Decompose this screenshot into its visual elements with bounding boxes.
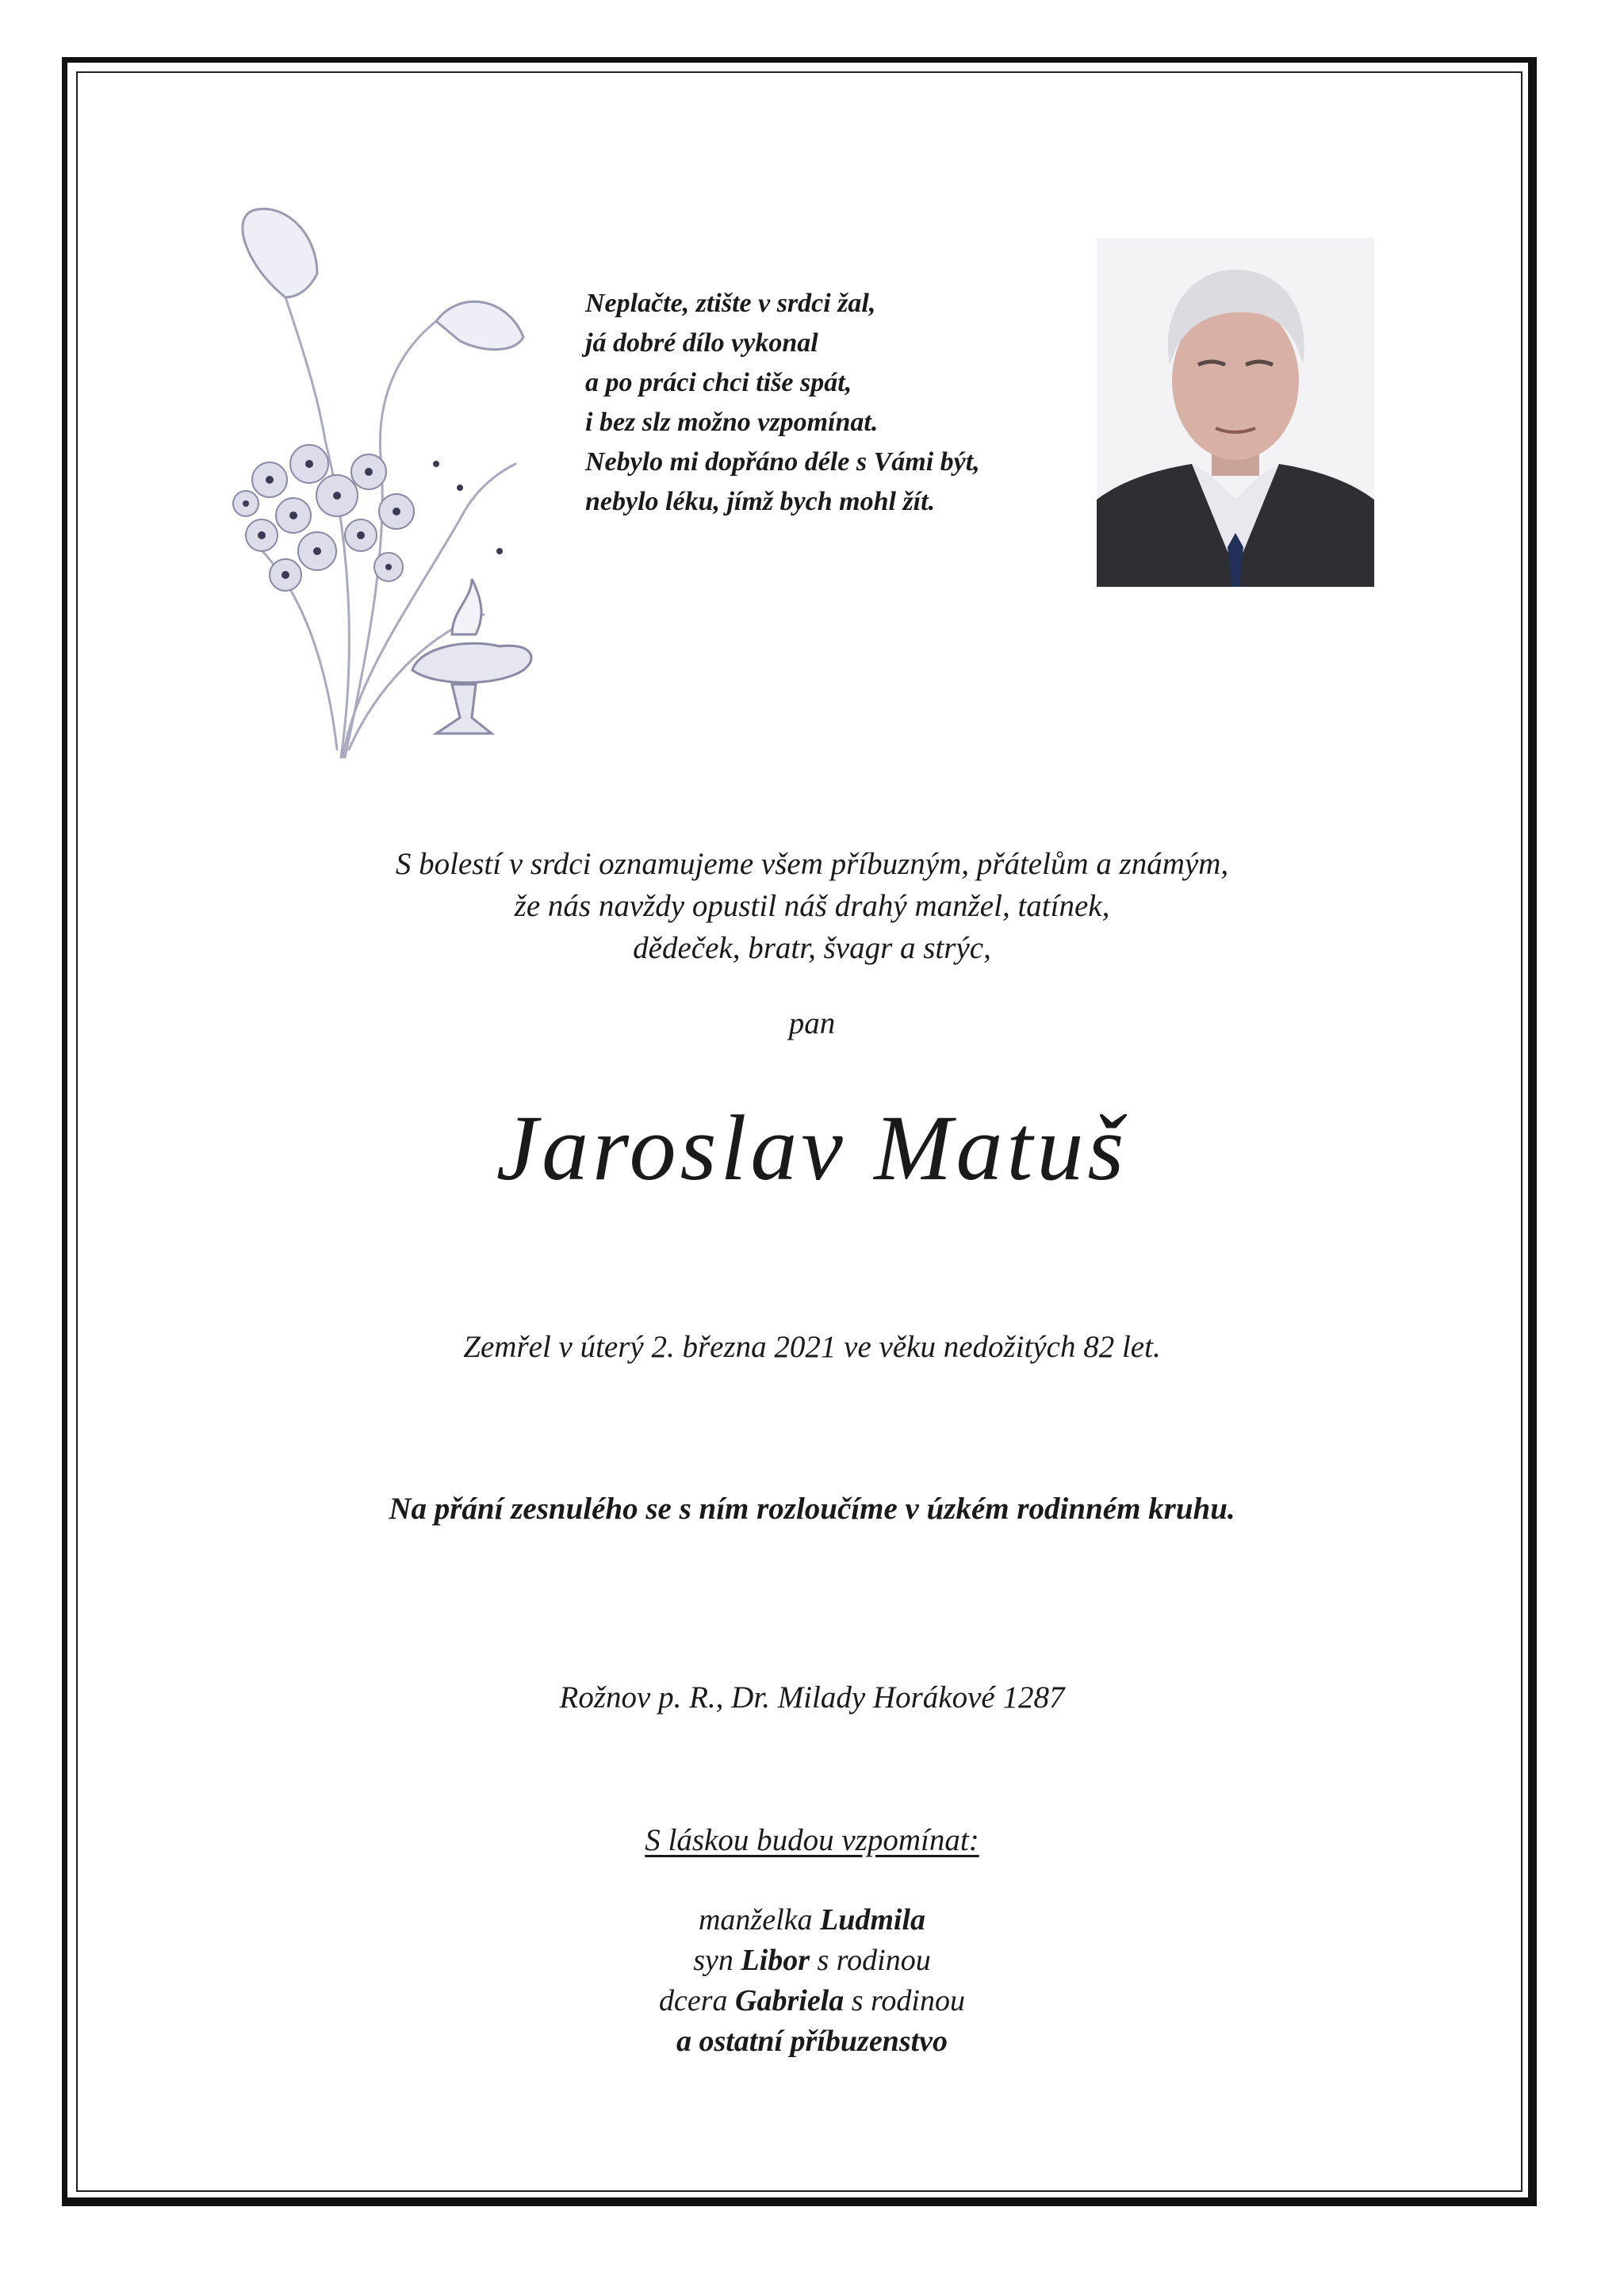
calla-lily-1: [243, 209, 317, 297]
announcement-line: že nás navždy opustil náš drahý manžel, tatínek,: [514, 889, 1110, 923]
announcement-line: S bolestí v srdci oznamujeme všem příbuzným, přátelům a známým,: [395, 847, 1229, 881]
relation: manželka: [698, 1903, 820, 1937]
poem-line: a po práci chci tiše spát,: [585, 368, 852, 397]
death-notice: Zemřel v úterý 2. března 2021 ve věku nedožitých 82 let.: [463, 1330, 1161, 1364]
family-list: [0, 1900, 1624, 2062]
relation: syn: [693, 1944, 741, 1977]
announcement-line: dědeček, bratr, švagr a strýc,: [633, 931, 991, 965]
announcement: [0, 843, 1624, 969]
poem-line: nebylo léku, jímž bych mohl žít.: [585, 487, 936, 516]
poem-line: i bez slz možno vzpomínat.: [585, 408, 879, 437]
member-name: Ludmila: [820, 1903, 926, 1937]
honorific: pan: [788, 1006, 836, 1040]
poem-line: Neplačte, ztište v srdci žal,: [585, 289, 876, 318]
remember-heading: S láskou budou vzpomínat:: [645, 1823, 979, 1857]
poem: [585, 284, 1093, 522]
member-name: a ostatní příbuzenstvo: [676, 2025, 948, 2058]
family-member: [0, 1941, 1624, 1981]
family-member: [0, 2021, 1624, 2062]
oil-lamp: [412, 579, 531, 734]
suffix: s rodinou: [844, 1984, 965, 2017]
member-name: Libor: [741, 1944, 810, 1977]
family-member: [0, 1981, 1624, 2021]
lily-lamp-illustration: [198, 202, 571, 773]
address: Rožnov p. R., Dr. Milady Horákové 1287: [559, 1680, 1065, 1715]
poem-line: Nebylo mi dopřáno déle s Vámi být,: [585, 447, 980, 477]
poem-line: já dobré dílo vykonal: [585, 328, 818, 358]
family-member: [0, 1900, 1624, 1941]
funeral-wish: Na přání zesnulého se s ním rozloučíme v úzkém rodinném kruhu.: [389, 1492, 1235, 1526]
suffix: s rodinou: [809, 1944, 931, 1977]
portrait-photo: [1097, 238, 1374, 587]
calla-lily-2: [436, 301, 523, 349]
relation: dcera: [659, 1984, 736, 2017]
deceased-name: Jaroslav Matuš: [496, 1096, 1128, 1200]
member-name: Gabriela: [735, 1984, 845, 2017]
